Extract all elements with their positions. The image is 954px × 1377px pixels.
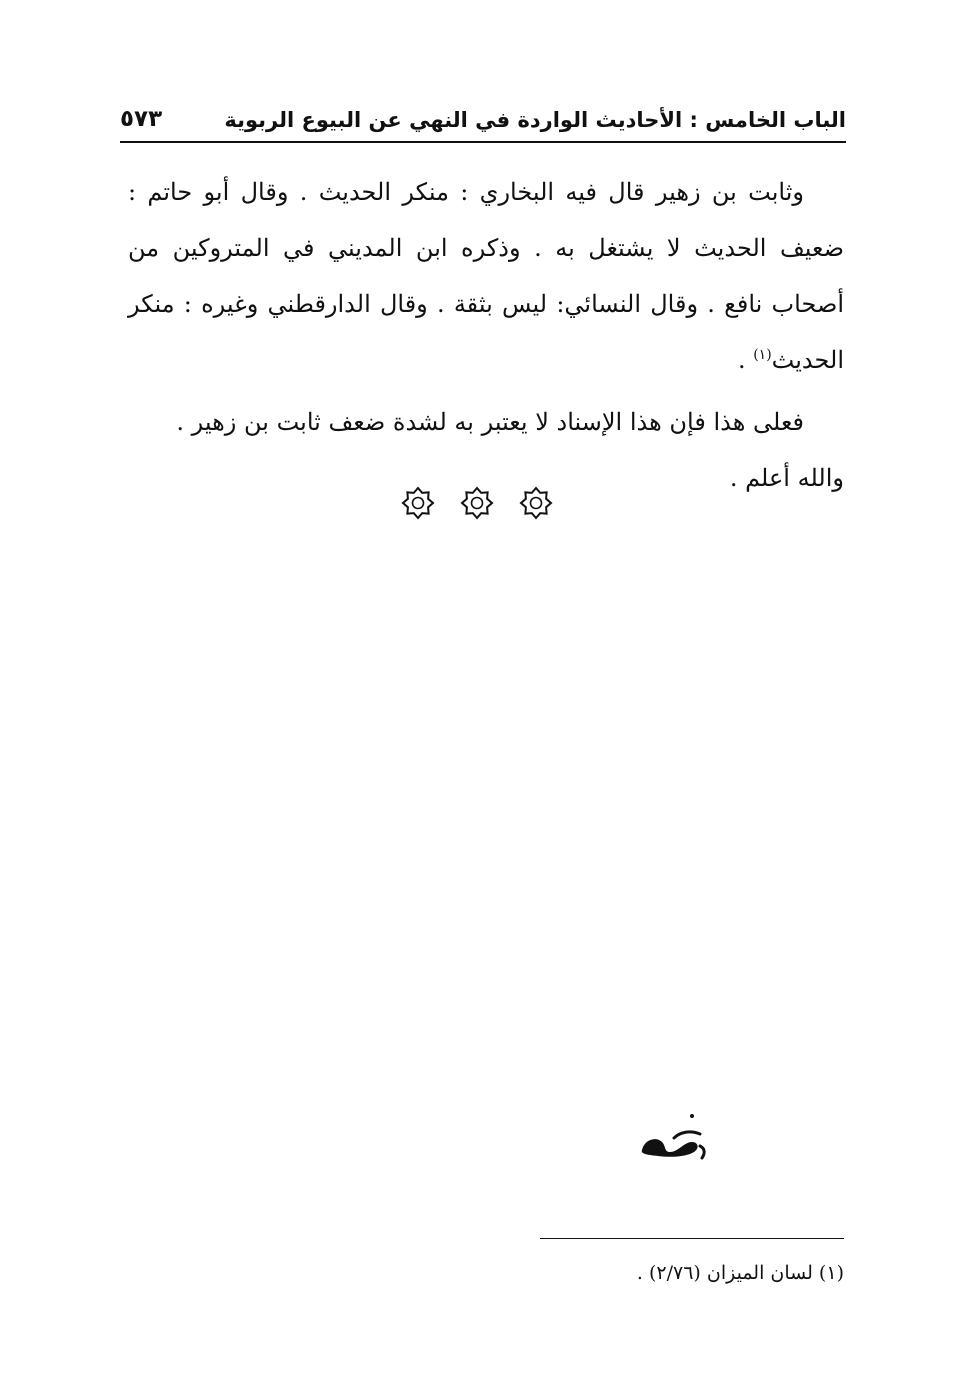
footnote-divider xyxy=(540,1238,844,1239)
paragraph: فعلى هذا فإن هذا الإسناد لا يعتبر به لشدة ضعف ثابت بن زهير . xyxy=(176,408,804,436)
footnote: (١) لسان الميزان (٢/٧٦) . xyxy=(636,1262,844,1284)
sentence-end: . xyxy=(737,346,754,374)
running-header xyxy=(120,104,846,140)
star-ornament-icon xyxy=(460,486,494,520)
main-text xyxy=(128,164,844,506)
paragraph xyxy=(128,164,844,388)
star-ornament-icon xyxy=(519,486,553,520)
chapter-title: الباب الخامس : الأحاديث الواردة في النهي عن البيوع الربوية xyxy=(224,108,846,132)
header-divider xyxy=(120,141,846,143)
footnote-reference: (١) xyxy=(753,347,772,363)
star-ornament-icon xyxy=(401,486,435,520)
section-separator xyxy=(0,486,954,520)
page-number: ٥٧٣ xyxy=(120,106,163,132)
handwritten-mark xyxy=(634,1112,710,1168)
paragraph-text: وثابت بن زهير قال فيه البخاري : منكر الحديث . وقال أبو حاتم : ضعيف الحديث لا يشتغل به . وذكره ابن المديني في المتروكين من أصحاب نافع . وقال النسائي: ليس بثقة . وقال الدارقطني وغيره : منكر الحديث xyxy=(128,178,844,374)
closing-phrase: والله أعلم . xyxy=(729,464,844,492)
